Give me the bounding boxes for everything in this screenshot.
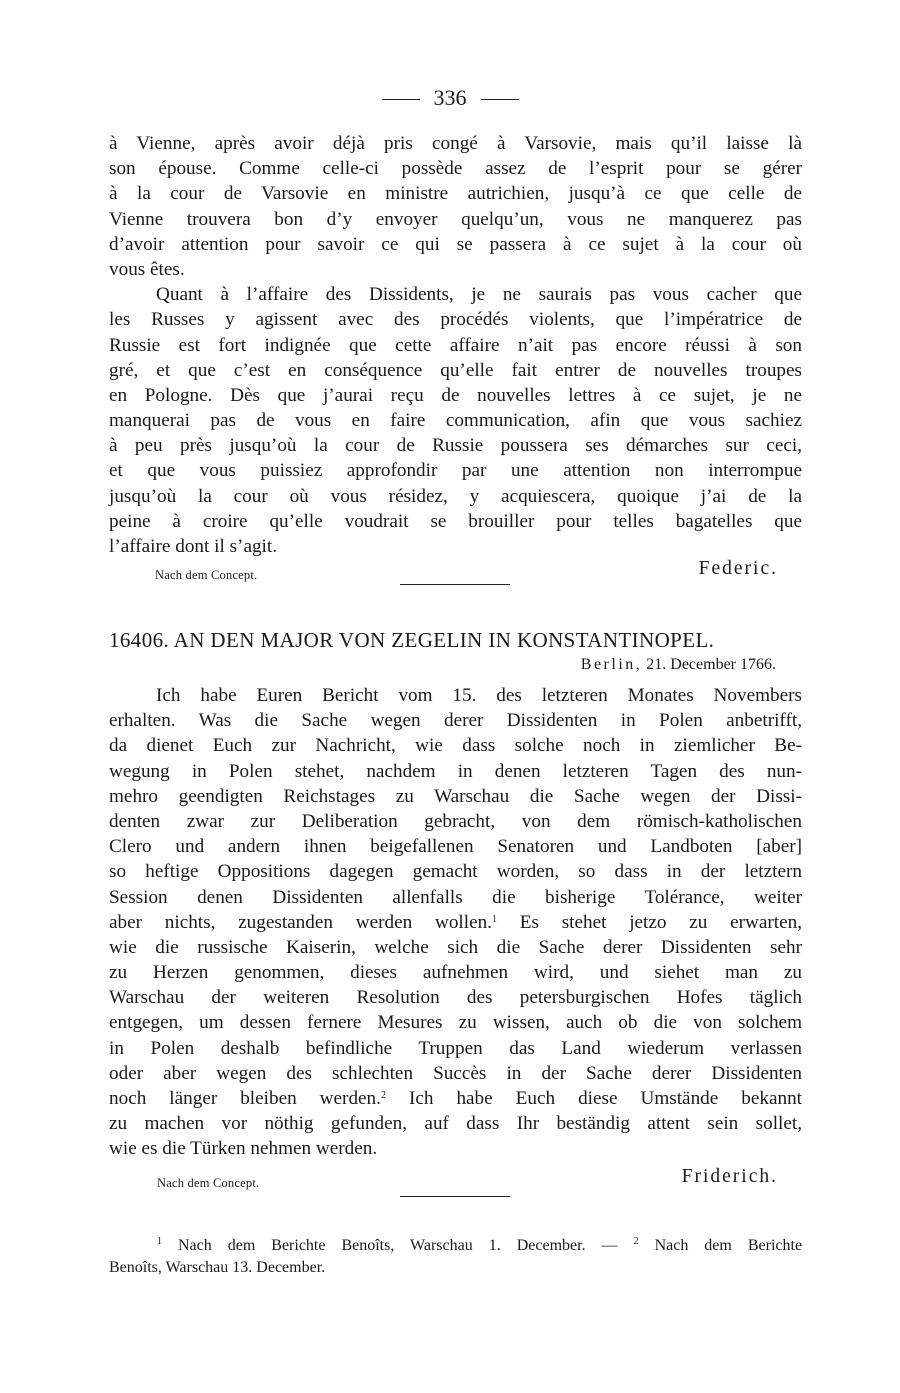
letter2-line: da dienet Euch zur Nachricht, wie dass solche noch in ziemlicher Be- [109,735,802,757]
header-dash-left [382,99,420,100]
letter1-line: Russie est fort indignée que cette affaire n’ait pas encore réussi à son [109,334,802,356]
letter2-line-part: Ich habe Euch diese Umstände bekannt [408,1088,803,1109]
letter2-line: so heftige Oppositions dagegen gemacht worden, so dass in der letztern [109,861,802,883]
letter2-source-note: Nach dem Concept. [157,1176,260,1190]
letter1-line: en Pologne. Dès que j’aurai reçu de nouvelles lettres à ce sujet, je ne [109,384,802,406]
letter1-line: son épouse. Comme celle-ci possède assez de l’esprit pour se gérer [109,158,802,180]
letter2-line: wie es die Türken nehmen werden. [109,1138,378,1160]
letter1-line: l’affaire dont il s’agit. [109,536,278,557]
footnote-text-2a: Nach dem Berichte [654,1237,803,1254]
letter1-line: peine à croire qu’elle voudrait se brouiller pour telles bagatelles que [109,510,802,532]
letter1-line: manquerai pas de vous en faire communication, afin que vous sachiez [109,410,802,432]
letter2-line: zu machen vor nöthig gefunden, auf dass Ihr beständig attent sein sollet, [109,1113,802,1135]
letter2-title: AN DEN MAJOR VON ZEGELIN IN KONSTANTINOPEL. [173,628,715,652]
header-dash-right [481,99,519,100]
letter2-line: Ich habe Euren Bericht vom 15. des letzteren Monates Novembers [156,685,802,706]
letter1-line: à la cour de Varsovie en ministre autrichien, jusqu’à ce que celle de [109,183,802,205]
letter2-line: oder aber wegen des schlechten Succès in der Sache derer Dissidenten [109,1062,802,1084]
letter1-line: gré, et que c’est en conséquence qu’elle fait entrer de nouvelles troupes [109,359,802,381]
letter2-line: denten zwar zur Deliberation gebracht, von dem römisch-katholischen [109,810,802,832]
letter1-source-note: Nach dem Concept. [155,568,258,582]
letter1-separator-rule [400,584,510,585]
footnote-line [109,1235,802,1257]
letter2-line: wegung in Polen stehet, nachdem in denen letzteren Tagen des nun- [109,760,802,782]
footnote-ref-1: 1 [491,913,497,925]
letter2-line-part: noch länger bleiben werden. [109,1088,381,1109]
letter2-separator-rule [400,1196,510,1197]
letter2-line: entgegen, um dessen fernere Mesures zu wissen, auch ob die von solchem [109,1012,802,1034]
letter2-heading [109,628,714,653]
letter1-line: les Russes y agissent avec des procédés violents, que l’impératrice de [109,309,802,331]
footnote-line: Benoîts, Warschau 13. December. [109,1259,326,1276]
letter2-date-city: Berlin, [580,656,643,673]
letter1-body [109,131,802,559]
letter1-line: à peu près jusqu’où la cour de Russie poussera ses démarches sur ceci, [109,435,802,457]
letter1-line: vous êtes. [109,258,185,280]
footnote-mark-2: 2 [633,1236,639,1247]
letter2-line: Session denen Dissidenten allenfalls die bisherige Tolérance, weiter [109,886,802,908]
letter2-line: zu Herzen genommen, dieses aufnehmen wird, und siehet man zu [109,962,802,984]
letter1-signature: Federic. [698,558,778,579]
letter2-number: 16406. [109,628,170,652]
letter2-line: in Polen deshalb befindliche Truppen das Land wiederum verlassen [109,1037,802,1059]
letter2-line: erhalten. Was die Sache wegen derer Dissidenten in Polen anbetrifft, [109,710,802,732]
letter2-line [109,910,802,935]
footnote-text-1: Nach dem Berichte Benoîts, Warschau 1. December. — [178,1237,618,1254]
letter2-date: 21. December 1766. [646,656,776,673]
page-header [0,84,900,112]
letter1-line: d’avoir attention pour savoir ce qui se passera à ce sujet à la cour où [109,233,802,255]
letter1-line: jusqu’où la cour où vous résidez, y acquiescera, quoique j’ai de la [109,485,802,507]
letter2-line-part: aber nichts, zugestanden werden wollen. [109,911,492,933]
footnote-ref-2: 2 [380,1090,386,1101]
letter1-line: Quant à l’affaire des Dissidents, je ne saurais pas vous cacher que [156,284,802,306]
letter2-line: Warschau der weiteren Resolution des petersburgischen Hofes täglich [109,987,802,1009]
letter2-dateline [581,656,776,674]
letter2-line: wie die russische Kaiserin, welche sich die Sache derer Dissidenten sehr [109,936,802,958]
letter2-line: Clero und andern ihnen beigefallenen Senatoren und Landboten [aber] [109,836,802,858]
footnote-mark-1: 1 [157,1236,162,1247]
letter2-line: mehro geendigten Reichstages zu Warschau die Sache wegen der Dissi- [109,785,802,807]
page-number: 336 [433,85,467,110]
letter1-line: à Vienne, après avoir déjà pris congé à Varsovie, mais qu’il laisse là [109,133,802,154]
footnotes [109,1235,802,1279]
letter2-line [109,1086,802,1111]
letter2-line-part: Es stehet jetzo zu erwarten, [519,911,803,933]
letter2-signature: Friderich. [681,1166,778,1187]
letter1-line: et que vous puissiez approfondir par une attention non interrompue [109,460,802,482]
letter1-line: Vienne trouvera bon d’y envoyer quelqu’un, vous ne manquerez pas [109,208,802,230]
letter2-body [109,683,802,1162]
